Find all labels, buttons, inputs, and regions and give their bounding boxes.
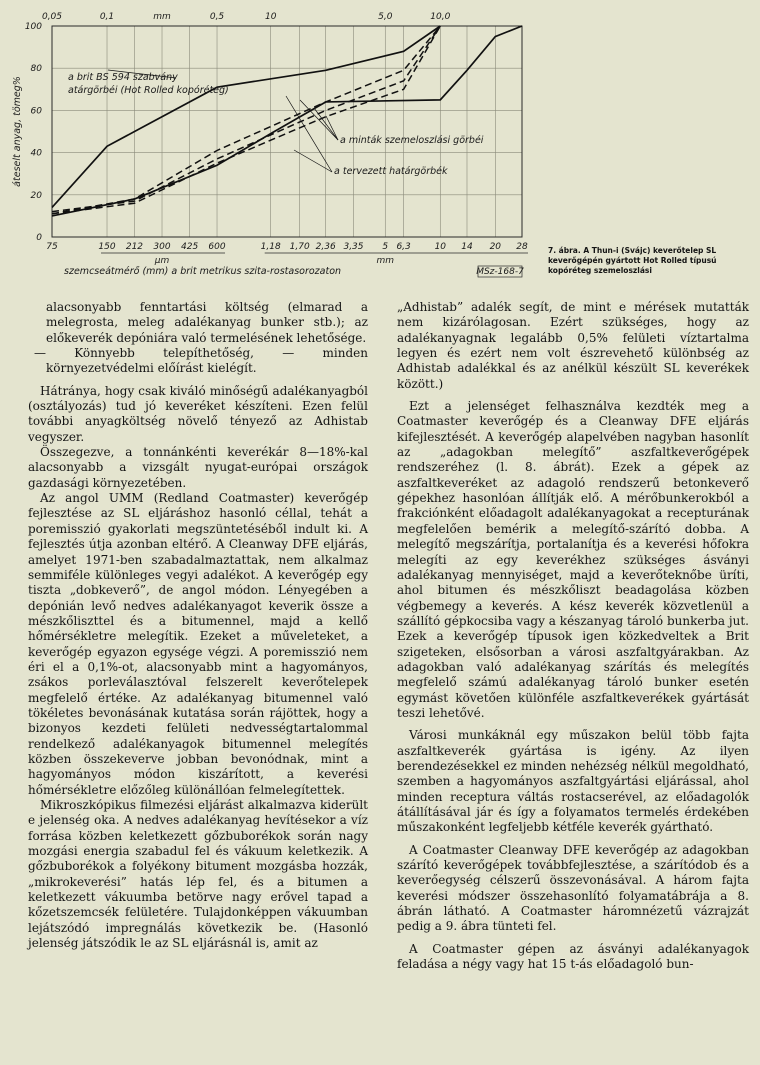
x-tick-label: 1,70 bbox=[289, 242, 310, 252]
leader-line bbox=[286, 96, 332, 172]
sample-curve bbox=[52, 26, 440, 214]
x-tick-label: 6,3 bbox=[396, 242, 411, 252]
x-tick-label: 5 bbox=[382, 242, 389, 252]
annotation-bs-envelope-2: atárgörbéi (Hot Rolled kopóréteg) bbox=[68, 85, 229, 96]
top-tick-label: 0,1 bbox=[99, 12, 115, 22]
x-tick-label: 75 bbox=[46, 242, 58, 252]
x-tick-label: 14 bbox=[461, 242, 473, 252]
paragraph: Hátránya, hogy csak kiváló minőségű adalékanyagból (osztályozás) tud jó keveréket készíteni. Ezen felül további anyagköltség növelő tényező az Adhistab vegyszer. bbox=[28, 383, 368, 444]
x-axis-label: szemcseátmérő (mm) a brit metrikus szita-rostasorozaton bbox=[64, 266, 342, 277]
y-tick-label: 60 bbox=[30, 106, 42, 117]
x-unit-um: µm bbox=[154, 256, 170, 266]
figure-caption: 7. ábra. A Thun-i (Svájc) keverőtelep SL keverőgépén gyártott Hot Rolled típusú kopóréteg szemeloszlási bbox=[548, 246, 717, 275]
top-tick-label: 10,0 bbox=[430, 12, 451, 22]
figure bbox=[0, 0, 760, 295]
paragraph: Összegezve, a tonnánkénti keverékár 8—18%-kal alacsonyabb a vizsgált nyugat-európai országok gazdasági környezetében. bbox=[28, 445, 368, 490]
text-column-right bbox=[397, 300, 749, 972]
paragraph: A Coatmaster gépen az ásványi adalékanyagok feladása a négy vagy hat 15 t-ás előadagoló bun- bbox=[397, 941, 749, 972]
paragraph: — Könnyebb telepíthetőség, — minden környezetvédelmi előírást kielégít. bbox=[34, 346, 368, 376]
x-tick-label: 3,35 bbox=[343, 242, 364, 252]
x-tick-label: 20 bbox=[489, 242, 502, 252]
x-tick-label: 2,36 bbox=[315, 242, 336, 252]
x-tick-label: 28 bbox=[516, 242, 528, 252]
paragraph: alacsonyabb fenntartási költség (elmarad a melegrosta, meleg adalékanyag bunker stb.); az előkeverék depóniára való termelésének lehetősége. bbox=[46, 300, 368, 345]
top-tick-label: mm bbox=[153, 12, 171, 22]
x-tick-label: 1,18 bbox=[260, 242, 281, 252]
annotation-sample-curves: a minták szemeloszlási görbéi bbox=[340, 135, 484, 146]
x-tick-label: 300 bbox=[153, 242, 171, 252]
grading-chart bbox=[0, 0, 545, 295]
envelope-curve bbox=[52, 26, 522, 216]
figure-code: MSz-168-7 bbox=[476, 267, 524, 277]
paragraph: Mikroszkópikus filmezési eljárást alkalmazva kiderült e jelenség oka. A nedves adalékanyag hevítésekor a víz forrása közben keletkezett gőzbuborékok során nagy mozgási energia szabadul fel és vákuum keletkezik. A gőzbuborékok a folyékony bitument mozgásba hozzák, „mikrokeverési” hatás lép fel, és a bitumen a keletkezett vákuumba betörve nagy erővel tapad a kőzetszemcsék felületére. Tulajdonképpen vákuumban lejátszódó impregnálás következik be. (Hasonló jelenség játszódik le az SL eljárásnál is, amit az bbox=[28, 798, 368, 951]
text-column-left bbox=[28, 300, 368, 951]
top-tick-label: 0,5 bbox=[209, 12, 225, 22]
annotation-bs-envelope-1: a brit BS 594 szabvány bbox=[68, 72, 178, 83]
y-tick-label: 80 bbox=[30, 64, 42, 75]
top-tick-label: 0,05 bbox=[41, 12, 63, 22]
x-tick-label: 212 bbox=[125, 242, 144, 252]
top-tick-label: 5,0 bbox=[378, 12, 393, 22]
y-tick-label: 40 bbox=[30, 148, 42, 159]
paragraph: Ezt a jelenséget felhasználva kezdték meg a Coatmaster keverőgép és a Cleanway DFE eljárás kifejlesztését. A keverőgép alapelvében nagyban hasonlít az „adagokban melegítő” aszfaltkeverőgépek rendszeréhez (l. 8. ábrát). Ezek a gépek az aszfaltkeveréket az adagoló rendszerű betonkeverő gépekhez hasonlóan állítják elő. A mérőbunkerokból a frakciónként előadagolt adalékanyagokat a recepturának megfelelően bemérik a melegítő-szárító dobba. A melegítő megszárítja, portalanítja és a keverési hőfokra melegíti az egy keverékhez szükséges ásványi adalékanyag mennyiséget, majd a keverőteknőbe üríti, ahol bitumen és mészkőliszt beadagolása közben végbemegy a keverés. A kész keverék közvetlenül a szállító gépkocsiba vagy a készanyag tároló bunkerba jut. Ezek a keverőgép típusok igen közkedveltek a Brit szigeteken, elsősorban a városi aszfaltgyárakban. Az adagokban való adalékanyag szárítás és melegítés megfelelő számú adalékanyag tároló bunker esetén egymást követően különféle aszfaltkeverékek gyártását teszi lehetővé. bbox=[397, 399, 749, 720]
y-tick-label: 0 bbox=[36, 233, 42, 243]
leader-line bbox=[326, 116, 338, 140]
y-tick-label: 20 bbox=[30, 190, 42, 201]
x-tick-label: 10 bbox=[434, 242, 447, 252]
x-unit-mm: mm bbox=[376, 256, 395, 266]
top-tick-label: 10 bbox=[264, 12, 277, 22]
x-tick-label: 425 bbox=[181, 242, 199, 252]
paragraph: A Coatmaster Cleanway DFE keverőgép az adagokban szárító keverőgépek továbbfejlesztése, a szárítódob és a keverőegység célszerű összevonásával. A három fajta keverési módszer összehasonlító folyamatábrája a 8. ábrán látható. A Coatmaster háromnézetű vázrajzát pedig a 9. ábra tünteti fel. bbox=[397, 842, 749, 934]
x-tick-label: 600 bbox=[208, 242, 226, 252]
paragraph: „Adhistab” adalék segít, de mint e mérések mutatták nem kizárólagosan. Ezért szükséges, hogy az adalékanyagnak legalább 0,5% felületi víztartalma legyen és ezért nem volt észrevehető különbség az Adhistab adalékkal és az anélkül készült SL keverékek között.) bbox=[397, 300, 749, 391]
annotation-design-envelope: a tervezett határgörbék bbox=[334, 166, 448, 177]
paragraph: Városi munkáknál egy műszakon belül több fajta aszfaltkeverék gyártása is igény. Az ilyen berendezésekkel ez minden nehézség nélkül megoldható, szemben a hagyományos aszfaltgyártási eljárással, ahol minden receptura váltás rostacserével, az előadagolók átállításával jár és így a folyamatos termelés érdekében műszakonként legfeljebb kétféle keverék gyártható. bbox=[397, 728, 749, 835]
x-tick-label: 150 bbox=[98, 242, 116, 252]
sample-curve bbox=[52, 26, 440, 214]
sample-curve bbox=[52, 26, 440, 212]
envelope-curve bbox=[52, 26, 440, 207]
paragraph: Az angol UMM (Redland Coatmaster) keverőgép fejlesztése az SL eljáráshoz hasonló céllal, tehát a poremisszió gyakorlati megszüntetéséből indult ki. A fejlesztés útja azonban eltérő. A Cleanway DFE eljárás, amelyet 1971-ben szabadalmaztattak, nem alkalmaz semmiféle különleges vegyi adalékot. A keverőgép egy tiszta „dobkeverő”, de angol módon. Lényegében a depónián levő nedves adalékanyagot keverik össze a mészkőliszttel és a bitumennel, majd a kellő hőmérsékletre melegítik. Ezeket a műveleteket, a keverőgép egyazon egysége végzi. A poremisszió nem éri el a 0,1%-ot, alacsonyabb mint a hagyományos, zsákos porleválasztóval felszerelt keverőtelepek megfelelő értéke. Az adalékanyag bitumennel való tökéletes bevonásának kutatása során rájöttek, hogy a bizonyos kezdeti felületi nedvességtartalommal rendelkező adalékanyagok bitumennel melegítés közben összekeverve jobban bevonódnak, mint a hagyományos módon kiszárított, a keverési hőmérsékletre előzőleg különállóan felmelegítettek. bbox=[28, 491, 368, 797]
y-axis-label: áteselt anyag, tömeg% bbox=[12, 76, 23, 187]
y-tick-label: 100 bbox=[24, 22, 42, 32]
